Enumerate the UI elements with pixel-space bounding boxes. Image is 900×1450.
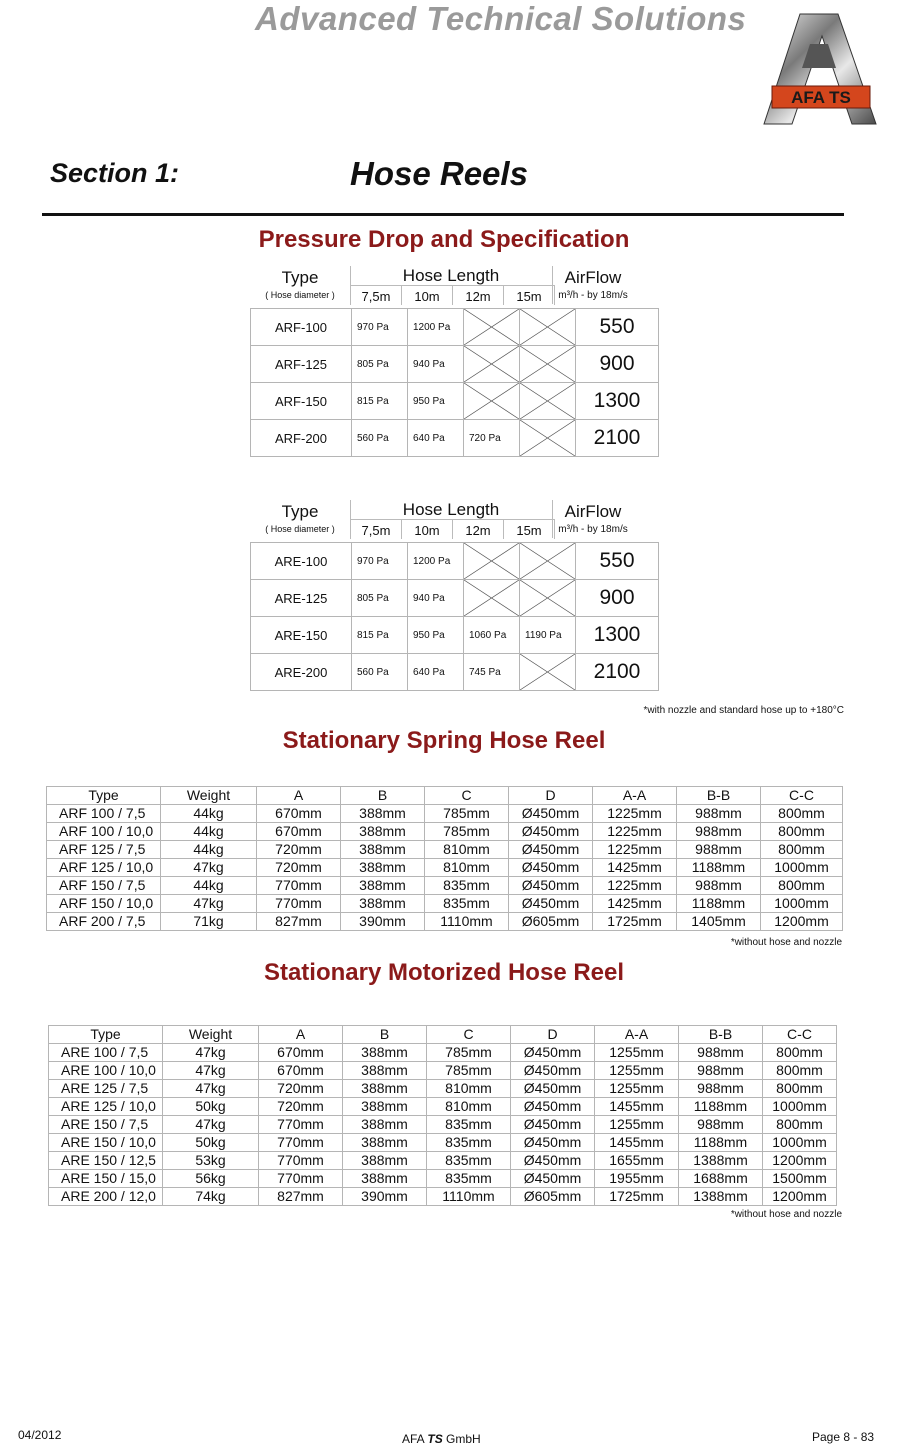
- table-cell: 988mm: [677, 823, 761, 841]
- table-cell: 770mm: [257, 895, 341, 913]
- table-cell: 1255mm: [595, 1080, 679, 1098]
- table-cell: 388mm: [341, 895, 425, 913]
- table-cell: 1225mm: [593, 841, 677, 859]
- table-cell: ARF 125 / 7,5: [47, 841, 161, 859]
- table-cell: 47kg: [161, 895, 257, 913]
- length-header: 10m: [402, 286, 453, 305]
- table-cell: Ø605mm: [511, 1188, 595, 1206]
- table-cell: ARF 150 / 10,0: [47, 895, 161, 913]
- table-cell: 800mm: [761, 877, 843, 895]
- table-cell: 810mm: [425, 841, 509, 859]
- table-row: [49, 1098, 837, 1116]
- table-cell: 1225mm: [593, 877, 677, 895]
- not-available-cell: [520, 543, 576, 580]
- table-cell: 44kg: [161, 877, 257, 895]
- length-header: 7,5m: [351, 286, 402, 305]
- table-cell: 800mm: [761, 823, 843, 841]
- pressure-note: *with nozzle and standard hose up to +180°C: [643, 705, 844, 716]
- pressure-row: [251, 309, 659, 346]
- table-cell: 810mm: [427, 1080, 511, 1098]
- pressure-value-cell: 745 Pa: [464, 654, 520, 691]
- table-cell: 1725mm: [593, 913, 677, 931]
- page-title: Hose Reels: [350, 155, 528, 192]
- table-cell: 770mm: [259, 1170, 343, 1188]
- pressure-value-cell: 1200 Pa: [408, 543, 464, 580]
- column-header: D: [509, 787, 593, 805]
- table-cell: 1000mm: [761, 859, 843, 877]
- pressure-table-are: [250, 500, 641, 691]
- airflow-cell: 900: [576, 346, 659, 383]
- table-row: [49, 1116, 837, 1134]
- airflow-header: AirFlow: [564, 268, 622, 287]
- footer-company: [402, 1432, 481, 1446]
- pressure-value-cell: 1200 Pa: [408, 309, 464, 346]
- table-cell: 1255mm: [595, 1116, 679, 1134]
- table-cell: ARF 150 / 7,5: [47, 877, 161, 895]
- table-cell: ARF 100 / 7,5: [47, 805, 161, 823]
- table-cell: 1425mm: [593, 895, 677, 913]
- table-cell: ARE 100 / 7,5: [49, 1044, 163, 1062]
- airflow-cell: 1300: [576, 617, 659, 654]
- table-row: [47, 877, 843, 895]
- airflow-cell: 550: [576, 543, 659, 580]
- table-cell: 390mm: [341, 913, 425, 931]
- table-cell: 800mm: [763, 1062, 837, 1080]
- table-cell: 670mm: [257, 823, 341, 841]
- length-header: 15m: [516, 523, 542, 538]
- pressure-value-cell: 940 Pa: [408, 346, 464, 383]
- footer-page: Page 8 - 83: [812, 1430, 875, 1444]
- table-cell: 720mm: [257, 859, 341, 877]
- table-cell: 44kg: [161, 805, 257, 823]
- table-cell: 1188mm: [679, 1134, 763, 1152]
- pressure-value-cell: 950 Pa: [408, 617, 464, 654]
- table-cell: 74kg: [163, 1188, 259, 1206]
- table-cell: 390mm: [343, 1188, 427, 1206]
- table-cell: 388mm: [341, 823, 425, 841]
- pressure-table-header: [250, 500, 634, 542]
- not-available-cell: [464, 309, 520, 346]
- table-cell: 1188mm: [677, 895, 761, 913]
- table-cell: Ø450mm: [511, 1170, 595, 1188]
- footer-company-ts: TS: [427, 1432, 443, 1446]
- pressure-value-cell: 1060 Pa: [464, 617, 520, 654]
- table-cell: 827mm: [257, 913, 341, 931]
- not-available-cell: [520, 420, 576, 457]
- motorized-dimension-table: [48, 1025, 837, 1206]
- table-cell: 388mm: [343, 1098, 427, 1116]
- table-cell: 50kg: [163, 1098, 259, 1116]
- table-cell: 785mm: [425, 823, 509, 841]
- table-cell: ARE 150 / 15,0: [49, 1170, 163, 1188]
- table-row: [49, 1044, 837, 1062]
- table-cell: 988mm: [677, 841, 761, 859]
- table-cell: 388mm: [341, 859, 425, 877]
- table-cell: 988mm: [679, 1116, 763, 1134]
- table-cell: ARF 200 / 7,5: [47, 913, 161, 931]
- table-cell: 835mm: [427, 1152, 511, 1170]
- table-cell: 1188mm: [677, 859, 761, 877]
- table-cell: 44kg: [161, 841, 257, 859]
- not-available-cell: [520, 309, 576, 346]
- table-cell: 1455mm: [595, 1098, 679, 1116]
- motorized-heading: Stationary Motorized Hose Reel: [263, 959, 625, 986]
- airflow-unit: m³/h - by 18m/s: [558, 290, 628, 301]
- pressure-grid: [250, 542, 659, 691]
- column-header: Type: [47, 787, 161, 805]
- table-cell: 1388mm: [679, 1152, 763, 1170]
- column-header: D: [511, 1026, 595, 1044]
- hose-length-header: Hose Length: [402, 266, 500, 285]
- table-cell: 720mm: [259, 1098, 343, 1116]
- type-header: Type: [281, 502, 319, 521]
- table-cell: 1455mm: [595, 1134, 679, 1152]
- header-rule: [42, 213, 844, 216]
- table-cell: 670mm: [257, 805, 341, 823]
- table-cell: 1188mm: [679, 1098, 763, 1116]
- table-cell: 1725mm: [595, 1188, 679, 1206]
- airflow-cell: 1300: [576, 383, 659, 420]
- table-cell: ARE 150 / 10,0: [49, 1134, 163, 1152]
- table-cell: 47kg: [163, 1080, 259, 1098]
- table-cell: 988mm: [677, 877, 761, 895]
- pressure-value-cell: 805 Pa: [352, 580, 408, 617]
- column-header: A: [257, 787, 341, 805]
- table-cell: 1255mm: [595, 1044, 679, 1062]
- table-cell: 388mm: [343, 1170, 427, 1188]
- table-row: [49, 1170, 837, 1188]
- not-available-cell: [464, 580, 520, 617]
- pressure-type-cell: ARE-200: [251, 654, 352, 691]
- column-header: B: [341, 787, 425, 805]
- table-cell: 388mm: [343, 1134, 427, 1152]
- pressure-table-header: [250, 266, 634, 308]
- length-headers: [350, 519, 555, 539]
- table-cell: Ø605mm: [509, 913, 593, 931]
- motorized-note: *without hose and nozzle: [730, 1209, 842, 1220]
- afa-ts-logo: [760, 6, 878, 128]
- table-cell: 1110mm: [425, 913, 509, 931]
- column-header: B-B: [677, 787, 761, 805]
- spring-note: *without hose and nozzle: [730, 937, 842, 948]
- company-name: Advanced Technical Solutions: [255, 0, 747, 37]
- table-cell: ARE 150 / 12,5: [49, 1152, 163, 1170]
- table-cell: 720mm: [259, 1080, 343, 1098]
- pressure-value-cell: 950 Pa: [408, 383, 464, 420]
- table-cell: 56kg: [163, 1170, 259, 1188]
- pressure-value-cell: 970 Pa: [352, 543, 408, 580]
- spring-dimension-table: [46, 786, 843, 931]
- table-cell: 388mm: [341, 877, 425, 895]
- table-cell: 785mm: [425, 805, 509, 823]
- hose-diameter-header: ( Hose diameter ): [265, 290, 335, 300]
- hose-diameter-header: ( Hose diameter ): [265, 524, 335, 534]
- type-header: Type: [281, 268, 319, 287]
- table-cell: 770mm: [259, 1116, 343, 1134]
- pressure-value-cell: 815 Pa: [352, 617, 408, 654]
- pressure-type-cell: ARE-150: [251, 617, 352, 654]
- table-cell: 1255mm: [595, 1062, 679, 1080]
- table-cell: 53kg: [163, 1152, 259, 1170]
- table-cell: 810mm: [425, 859, 509, 877]
- pressure-heading: Pressure Drop and Specification: [258, 226, 630, 253]
- pressure-table-arf: [250, 266, 641, 457]
- table-cell: 1688mm: [679, 1170, 763, 1188]
- table-row: [47, 841, 843, 859]
- pressure-row: [251, 420, 659, 457]
- pressure-row: [251, 654, 659, 691]
- table-cell: 388mm: [343, 1062, 427, 1080]
- table-cell: 1655mm: [595, 1152, 679, 1170]
- table-cell: 388mm: [343, 1080, 427, 1098]
- airflow-cell: 2100: [576, 654, 659, 691]
- pressure-grid: [250, 308, 659, 457]
- table-cell: ARE 150 / 7,5: [49, 1116, 163, 1134]
- table-cell: 800mm: [763, 1080, 837, 1098]
- table-row: [47, 913, 843, 931]
- pressure-type-cell: ARE-100: [251, 543, 352, 580]
- table-row: [49, 1080, 837, 1098]
- table-cell: Ø450mm: [511, 1080, 595, 1098]
- table-cell: 1200mm: [763, 1152, 837, 1170]
- footer-company-prefix: AFA: [402, 1432, 428, 1446]
- table-cell: 47kg: [163, 1062, 259, 1080]
- table-cell: 388mm: [341, 805, 425, 823]
- table-cell: 800mm: [761, 805, 843, 823]
- table-cell: 1225mm: [593, 823, 677, 841]
- table-row: [49, 1188, 837, 1206]
- table-cell: ARE 125 / 10,0: [49, 1098, 163, 1116]
- table-cell: Ø450mm: [509, 877, 593, 895]
- column-header: A: [259, 1026, 343, 1044]
- table-cell: 1110mm: [427, 1188, 511, 1206]
- table-cell: 44kg: [161, 823, 257, 841]
- table-cell: 835mm: [425, 895, 509, 913]
- not-available-cell: [520, 383, 576, 420]
- table-cell: Ø450mm: [511, 1116, 595, 1134]
- length-header: 12m: [453, 520, 504, 539]
- table-cell: 1200mm: [761, 913, 843, 931]
- pressure-value-cell: 640 Pa: [408, 420, 464, 457]
- table-cell: 1000mm: [761, 895, 843, 913]
- table-cell: Ø450mm: [511, 1062, 595, 1080]
- table-cell: 50kg: [163, 1134, 259, 1152]
- logo-text: AFA TS: [791, 88, 851, 107]
- column-header: C-C: [761, 787, 843, 805]
- table-row: [49, 1134, 837, 1152]
- table-cell: 47kg: [163, 1116, 259, 1134]
- table-cell: 1000mm: [763, 1098, 837, 1116]
- length-header: 15m: [516, 289, 542, 304]
- pressure-type-cell: ARF-200: [251, 420, 352, 457]
- table-cell: Ø450mm: [509, 823, 593, 841]
- column-header: C: [425, 787, 509, 805]
- column-header: Weight: [163, 1026, 259, 1044]
- table-cell: ARF 125 / 10,0: [47, 859, 161, 877]
- table-cell: 47kg: [161, 859, 257, 877]
- table-cell: 988mm: [679, 1062, 763, 1080]
- table-cell: 827mm: [259, 1188, 343, 1206]
- table-cell: 1388mm: [679, 1188, 763, 1206]
- pressure-value-cell: 815 Pa: [352, 383, 408, 420]
- column-header: C-C: [763, 1026, 837, 1044]
- footer-company-suffix: GmbH: [442, 1432, 481, 1446]
- pressure-row: [251, 346, 659, 383]
- table-cell: 770mm: [259, 1134, 343, 1152]
- table-row: [47, 895, 843, 913]
- table-cell: ARE 200 / 12,0: [49, 1188, 163, 1206]
- footer-date: 04/2012: [18, 1428, 62, 1442]
- table-cell: 670mm: [259, 1062, 343, 1080]
- airflow-cell: 900: [576, 580, 659, 617]
- section-label: Section 1:: [50, 158, 180, 188]
- length-headers: [350, 285, 555, 305]
- column-header: Weight: [161, 787, 257, 805]
- table-cell: 988mm: [679, 1080, 763, 1098]
- table-row: [49, 1152, 837, 1170]
- table-cell: 1000mm: [763, 1134, 837, 1152]
- pressure-row: [251, 383, 659, 420]
- table-cell: 670mm: [259, 1044, 343, 1062]
- table-row: [47, 823, 843, 841]
- pressure-type-cell: ARF-125: [251, 346, 352, 383]
- pressure-value-cell: 940 Pa: [408, 580, 464, 617]
- table-cell: 71kg: [161, 913, 257, 931]
- table-cell: 1200mm: [763, 1188, 837, 1206]
- table-cell: Ø450mm: [509, 841, 593, 859]
- length-header: 7,5m: [351, 520, 402, 539]
- length-header: 10m: [402, 520, 453, 539]
- length-header: 12m: [453, 286, 504, 305]
- pressure-row: [251, 543, 659, 580]
- table-cell: 988mm: [677, 805, 761, 823]
- table-cell: 800mm: [761, 841, 843, 859]
- airflow-cell: 2100: [576, 420, 659, 457]
- airflow-unit: m³/h - by 18m/s: [558, 524, 628, 535]
- table-cell: Ø450mm: [509, 895, 593, 913]
- hose-length-header: Hose Length: [402, 500, 500, 519]
- not-available-cell: [520, 654, 576, 691]
- not-available-cell: [520, 346, 576, 383]
- table-cell: 835mm: [427, 1116, 511, 1134]
- column-header: A-A: [593, 787, 677, 805]
- table-cell: 835mm: [425, 877, 509, 895]
- table-cell: 1425mm: [593, 859, 677, 877]
- column-header: B: [343, 1026, 427, 1044]
- not-available-cell: [464, 346, 520, 383]
- pressure-value-cell: 805 Pa: [352, 346, 408, 383]
- pressure-value-cell: 1190 Pa: [520, 617, 576, 654]
- table-cell: 810mm: [427, 1098, 511, 1116]
- pressure-type-cell: ARF-150: [251, 383, 352, 420]
- airflow-header: AirFlow: [564, 502, 622, 521]
- table-cell: 800mm: [763, 1044, 837, 1062]
- table-header-row: [47, 787, 843, 805]
- column-header: A-A: [595, 1026, 679, 1044]
- column-header: B-B: [679, 1026, 763, 1044]
- not-available-cell: [520, 580, 576, 617]
- table-cell: 785mm: [427, 1044, 511, 1062]
- table-cell: Ø450mm: [511, 1152, 595, 1170]
- pressure-type-cell: ARE-125: [251, 580, 352, 617]
- table-cell: Ø450mm: [511, 1098, 595, 1116]
- table-row: [47, 805, 843, 823]
- not-available-cell: [464, 543, 520, 580]
- table-cell: ARE 125 / 7,5: [49, 1080, 163, 1098]
- table-cell: 1500mm: [763, 1170, 837, 1188]
- table-cell: ARE 100 / 10,0: [49, 1062, 163, 1080]
- table-cell: 800mm: [763, 1116, 837, 1134]
- column-header: C: [427, 1026, 511, 1044]
- table-cell: 835mm: [427, 1170, 511, 1188]
- pressure-value-cell: 720 Pa: [464, 420, 520, 457]
- table-cell: 1405mm: [677, 913, 761, 931]
- table-cell: Ø450mm: [511, 1044, 595, 1062]
- column-header: Type: [49, 1026, 163, 1044]
- not-available-cell: [464, 383, 520, 420]
- table-cell: 1955mm: [595, 1170, 679, 1188]
- spring-heading: Stationary Spring Hose Reel: [282, 727, 606, 754]
- table-cell: 388mm: [343, 1152, 427, 1170]
- table-cell: 720mm: [257, 841, 341, 859]
- pressure-value-cell: 560 Pa: [352, 420, 408, 457]
- table-cell: 770mm: [257, 877, 341, 895]
- pressure-row: [251, 580, 659, 617]
- pressure-row: [251, 617, 659, 654]
- table-cell: 785mm: [427, 1062, 511, 1080]
- table-cell: 388mm: [343, 1044, 427, 1062]
- table-cell: Ø450mm: [509, 805, 593, 823]
- table-cell: ARF 100 / 10,0: [47, 823, 161, 841]
- table-cell: 47kg: [163, 1044, 259, 1062]
- table-cell: 835mm: [427, 1134, 511, 1152]
- table-header-row: [49, 1026, 837, 1044]
- pressure-value-cell: 640 Pa: [408, 654, 464, 691]
- airflow-cell: 550: [576, 309, 659, 346]
- table-row: [47, 859, 843, 877]
- table-cell: 1225mm: [593, 805, 677, 823]
- pressure-value-cell: 560 Pa: [352, 654, 408, 691]
- table-cell: 388mm: [341, 841, 425, 859]
- pressure-value-cell: 970 Pa: [352, 309, 408, 346]
- table-row: [49, 1062, 837, 1080]
- table-cell: 988mm: [679, 1044, 763, 1062]
- table-cell: Ø450mm: [511, 1134, 595, 1152]
- pressure-type-cell: ARF-100: [251, 309, 352, 346]
- table-cell: 770mm: [259, 1152, 343, 1170]
- table-cell: 388mm: [343, 1116, 427, 1134]
- table-cell: Ø450mm: [509, 859, 593, 877]
